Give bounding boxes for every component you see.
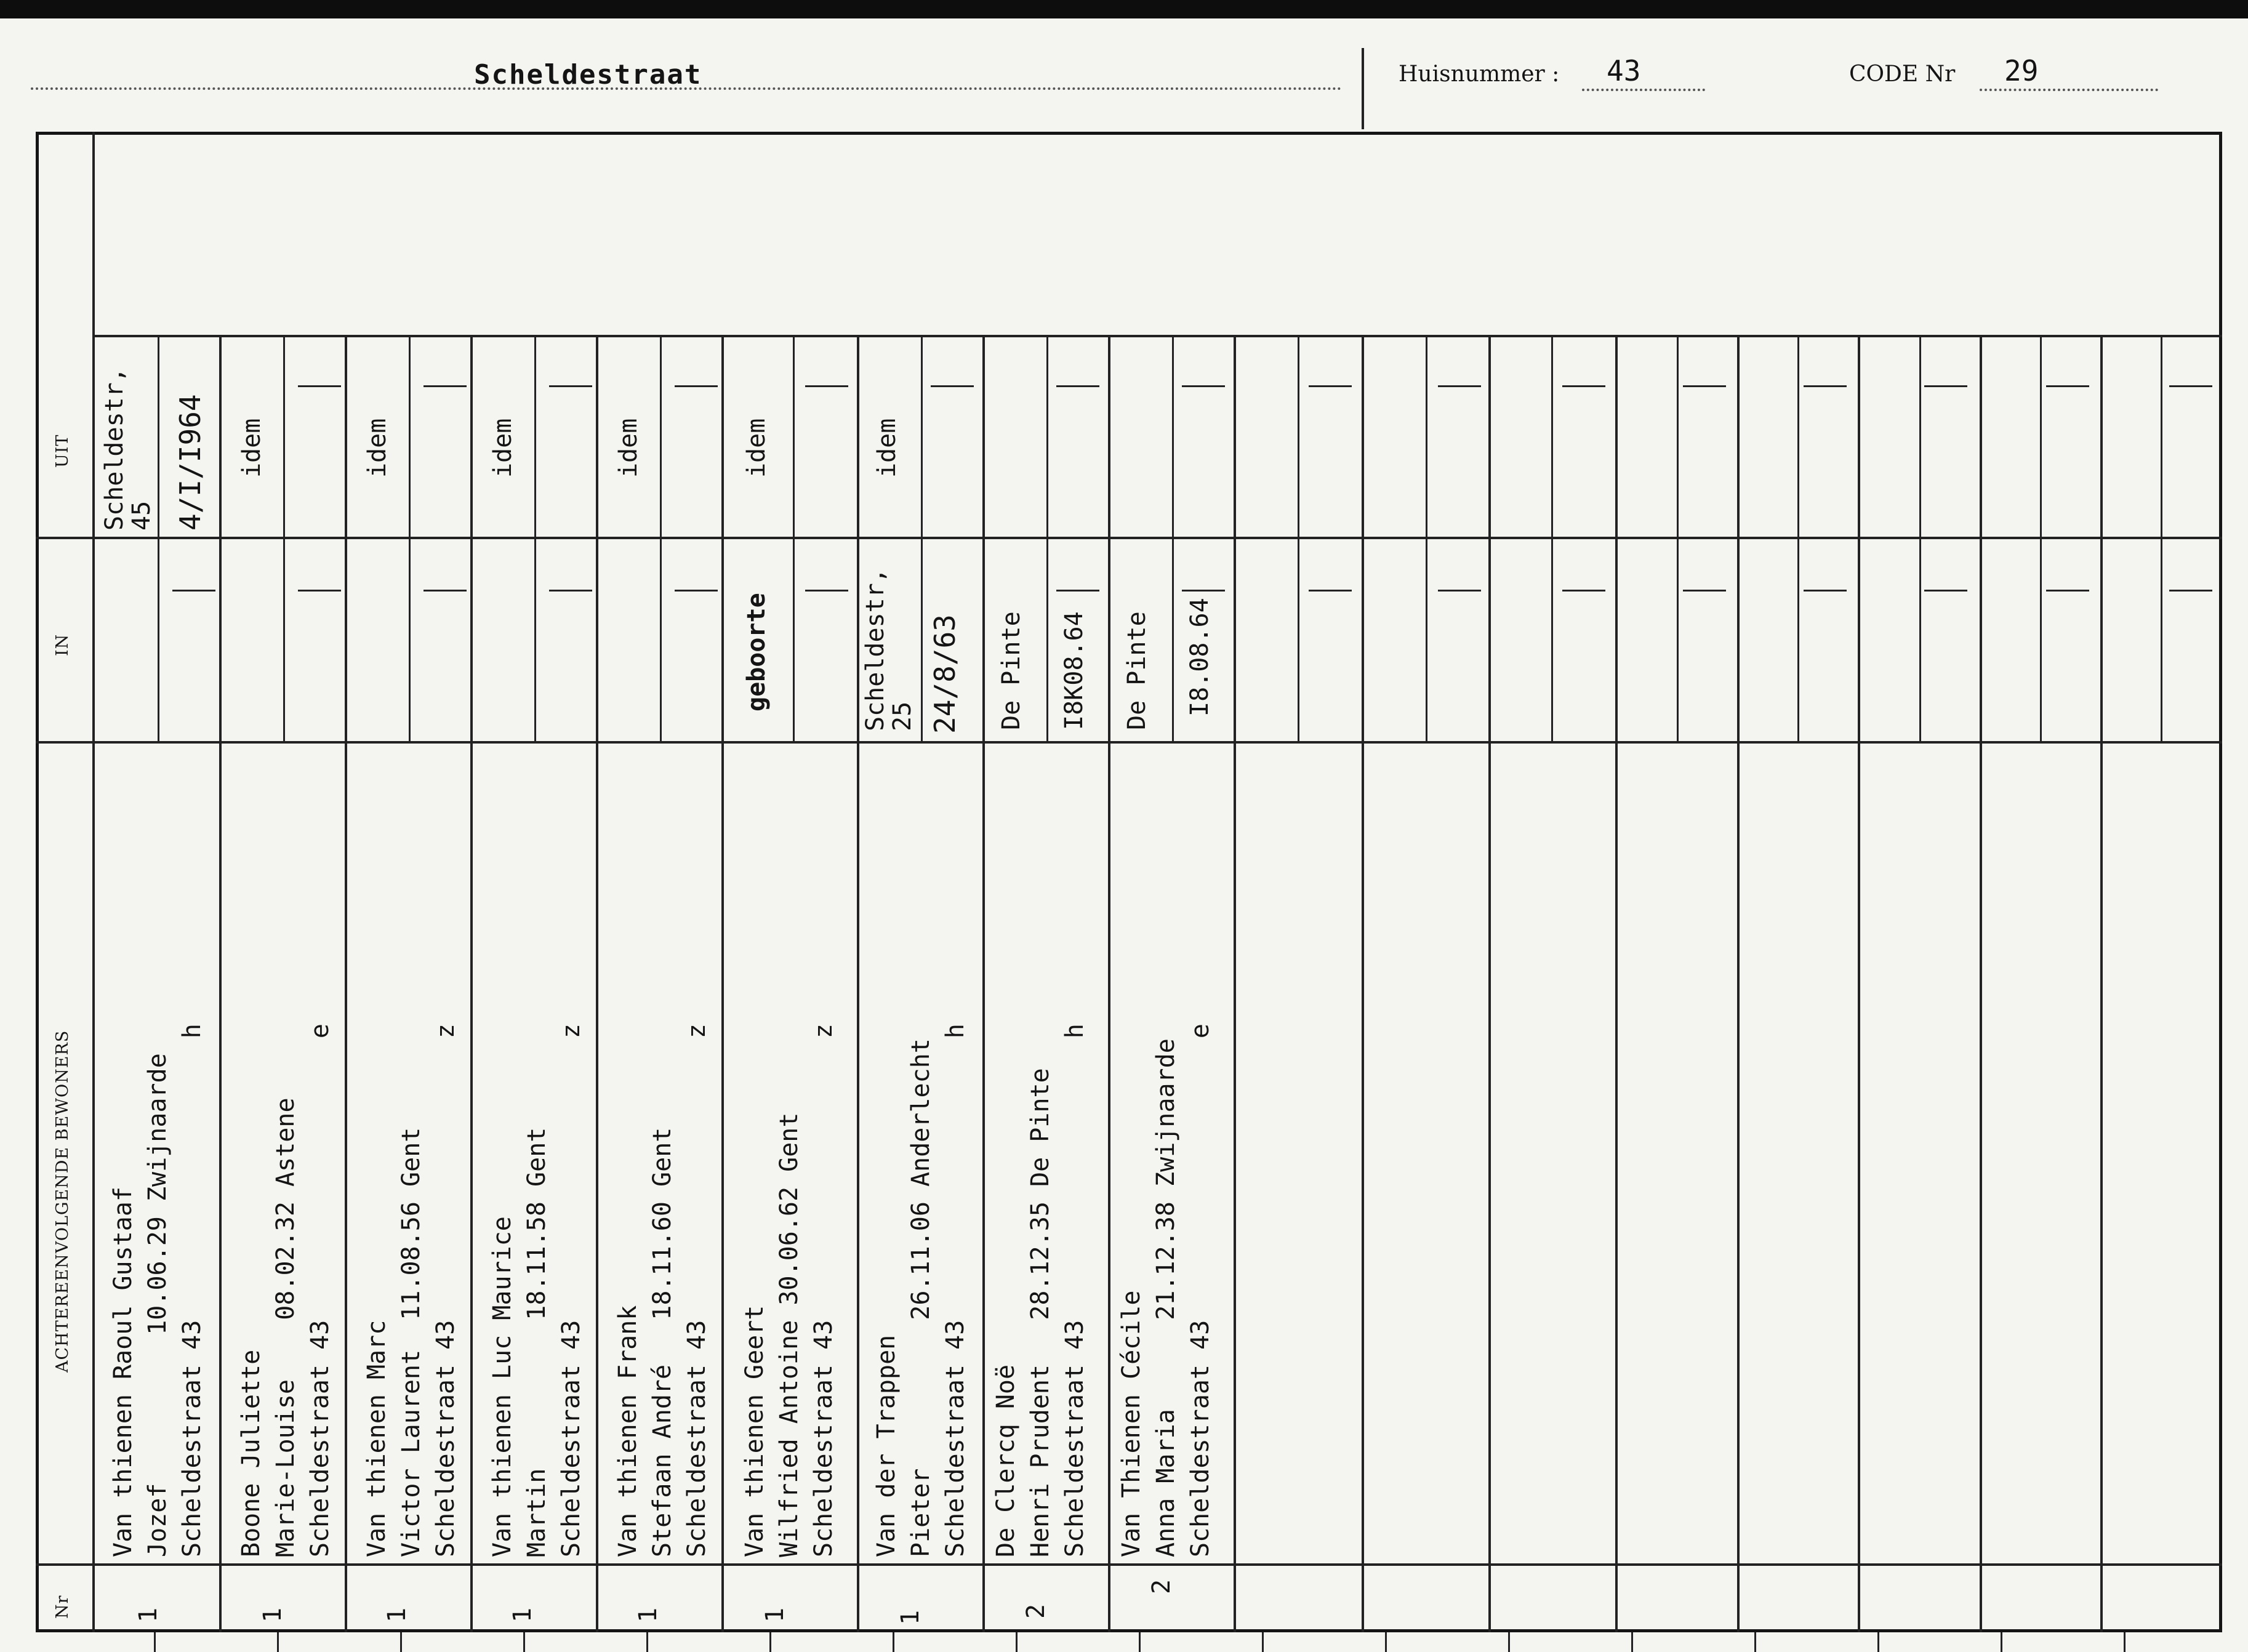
uit-place: idem	[238, 418, 266, 478]
dash-mark	[1438, 385, 1481, 387]
resident-line-name: Van thienen Raoul Gustaaf	[109, 1186, 137, 1557]
sub-column-divider	[1919, 337, 1921, 741]
tick-mark	[769, 1632, 771, 1652]
in-place: De Pinte	[997, 611, 1026, 730]
resident-nr: 1	[383, 1607, 411, 1622]
resident-entry	[611, 1024, 714, 1557]
in-place: De Pinte	[1123, 611, 1151, 730]
resident-line-address: Scheldestraat 43 z	[809, 1024, 838, 1557]
dash-mark	[1056, 590, 1099, 591]
dash-mark	[805, 590, 848, 591]
tick-mark	[893, 1632, 894, 1652]
resident-line-address: Scheldestraat 43 z	[557, 1024, 585, 1557]
dash-mark	[424, 590, 467, 591]
dash-mark	[805, 385, 848, 387]
resident-line-birth: Victor Laurent 11.08.56 Gent	[397, 1127, 425, 1557]
in-date: I8K08.64	[1060, 611, 1088, 730]
column-divider	[1858, 335, 1860, 1632]
resident-entry	[1114, 1024, 1218, 1557]
sub-column-divider	[1046, 337, 1048, 741]
code-dotted-line	[1980, 89, 2158, 91]
in-place: Scheldestr, 25	[861, 568, 917, 731]
resident-line-name: Van thienen Marc	[363, 1320, 391, 1557]
resident-line-birth: Jozef 10.06.29 Zwijnaarde	[143, 1053, 172, 1557]
column-divider	[470, 335, 473, 1632]
column-divider	[1108, 335, 1110, 1632]
resident-nr: 2	[1147, 1579, 1176, 1594]
uit-in-divider	[36, 537, 2222, 539]
code-value: 29	[2004, 54, 2039, 87]
in-place: geboorte	[742, 593, 771, 712]
resident-entry	[869, 1024, 973, 1557]
resident-entry	[989, 1024, 1092, 1557]
resident-line-birth: Henri Prudent 28.12.35 De Pinte	[1026, 1068, 1054, 1557]
sub-column-divider	[1172, 337, 1174, 741]
residents-nr-divider	[36, 1563, 2222, 1566]
resident-line-address: Scheldestraat 43 z	[683, 1024, 711, 1557]
tick-mark	[1877, 1632, 1879, 1652]
column-divider	[1737, 335, 1740, 1632]
column-divider	[345, 335, 347, 1632]
dash-mark	[298, 590, 341, 591]
tick-mark	[1385, 1632, 1387, 1652]
column-divider	[1362, 335, 1364, 1632]
resident-nr: 1	[134, 1607, 163, 1622]
tick-mark	[1262, 1632, 1264, 1652]
dash-mark	[172, 590, 215, 591]
dash-mark	[931, 385, 974, 387]
column-divider	[1615, 335, 1618, 1632]
resident-line-address: Scheldestraat 43 z	[432, 1024, 460, 1557]
dash-mark	[1309, 590, 1352, 591]
code-label: CODE Nr	[1849, 62, 1956, 87]
uit-place: idem	[873, 418, 901, 478]
resident-line-address: Scheldestraat 43 h	[941, 1024, 969, 1557]
uit-place: idem	[489, 418, 517, 478]
resident-entry	[106, 1024, 209, 1557]
resident-line-address: Scheldestraat 43 h	[1061, 1024, 1089, 1557]
uit-top-divider	[92, 335, 2222, 337]
tick-mark	[2001, 1632, 2002, 1652]
tick-mark	[1016, 1632, 1018, 1652]
top-scan-border	[0, 0, 2248, 18]
resident-line-address: Scheldestraat 43 h	[178, 1024, 206, 1557]
resident-nr: 1	[761, 1607, 789, 1622]
tick-mark	[2124, 1632, 2126, 1652]
dash-mark	[2169, 385, 2212, 387]
dash-mark	[2046, 590, 2089, 591]
resident-line-birth: Martin 18.11.58 Gent	[523, 1127, 551, 1557]
dash-mark	[1562, 385, 1605, 387]
dash-mark	[1683, 590, 1726, 591]
resident-nr: 1	[508, 1607, 537, 1622]
tick-mark	[523, 1632, 525, 1652]
sub-column-divider	[660, 337, 662, 741]
residents-label: ACHTEREENVOLGENDE BEWONERS	[53, 1030, 72, 1373]
resident-entry	[737, 1024, 841, 1557]
dash-mark	[2046, 385, 2089, 387]
uit-date: 4/I/I964	[174, 394, 207, 531]
resident-entry	[234, 1024, 337, 1557]
column-divider	[2100, 335, 2103, 1632]
dash-mark	[1804, 385, 1847, 387]
sub-column-divider	[2040, 337, 2042, 741]
column-divider	[1234, 335, 1236, 1632]
tick-mark	[1139, 1632, 1141, 1652]
resident-entry	[359, 1024, 463, 1557]
resident-nr: 2	[1022, 1603, 1050, 1619]
resident-nr: 1	[259, 1607, 287, 1622]
sub-column-divider	[534, 337, 536, 741]
tick-mark	[1508, 1632, 1510, 1652]
dash-mark	[1182, 590, 1225, 591]
sub-column-divider	[1677, 337, 1679, 741]
column-divider	[219, 335, 222, 1632]
tick-mark	[1754, 1632, 1756, 1652]
resident-line-name: Van thienen Frank	[614, 1305, 642, 1557]
dash-mark	[2169, 590, 2212, 591]
column-divider	[982, 335, 985, 1632]
tick-mark	[646, 1632, 648, 1652]
nr-label: Nr	[53, 1595, 72, 1619]
dash-mark	[424, 385, 467, 387]
sub-column-divider	[793, 337, 795, 741]
sub-column-divider	[1426, 337, 1427, 741]
sub-column-divider	[1797, 337, 1799, 741]
sub-column-divider	[1298, 337, 1299, 741]
tick-mark	[1631, 1632, 1633, 1652]
resident-line-name: Van thienen Luc Maurice	[488, 1216, 516, 1557]
uit-place: Scheldestr, 45	[100, 367, 156, 531]
sub-column-divider	[283, 337, 285, 741]
column-divider	[721, 335, 724, 1632]
resident-line-name: Van thienen Geert	[741, 1305, 769, 1557]
house-number-dotted-line	[1582, 89, 1705, 91]
column-divider	[1980, 335, 1982, 1632]
dash-mark	[1924, 590, 1967, 591]
resident-line-birth: Wilfried Antoine 30.06.62 Gent	[775, 1112, 803, 1557]
label-column-divider	[92, 132, 95, 1632]
uit-place: idem	[742, 418, 771, 478]
in-date: 24/8/63	[928, 614, 961, 734]
uit-label: UIT	[53, 434, 72, 468]
dash-mark	[549, 590, 592, 591]
tick-mark	[400, 1632, 402, 1652]
column-divider	[1488, 335, 1491, 1632]
dash-mark	[549, 385, 592, 387]
uit-place: idem	[363, 418, 391, 478]
column-divider	[857, 335, 859, 1632]
sub-column-divider	[158, 337, 159, 741]
resident-line-name: Boone Juliette	[237, 1349, 265, 1557]
dash-mark	[1804, 590, 1847, 591]
street-name: Scheldestraat	[474, 59, 702, 90]
resident-line-address: Scheldestraat 43 e	[1186, 1024, 1214, 1557]
uit-place: idem	[614, 418, 643, 478]
dash-mark	[675, 590, 718, 591]
dash-mark	[1056, 385, 1099, 387]
resident-line-birth: Anna Maria 21.12.38 Zwijnaarde	[1152, 1038, 1180, 1557]
resident-entry	[485, 1024, 588, 1557]
in-date: I8.08.64	[1186, 598, 1214, 716]
dash-mark	[1309, 385, 1352, 387]
resident-line-birth: Pieter 26.11.06 Anderlecht	[907, 1038, 935, 1557]
dash-mark	[1438, 590, 1481, 591]
resident-line-birth: Stefaan André 18.11.60 Gent	[648, 1127, 676, 1557]
header-divider	[1362, 48, 1364, 129]
dash-mark	[1182, 385, 1225, 387]
tick-mark	[154, 1632, 156, 1652]
in-residents-divider	[36, 741, 2222, 744]
dash-mark	[298, 385, 341, 387]
sub-column-divider	[1551, 337, 1553, 741]
column-divider	[596, 335, 598, 1632]
sub-column-divider	[921, 337, 923, 741]
resident-line-address: Scheldestraat 43 e	[306, 1024, 334, 1557]
house-number-value: 43	[1607, 54, 1641, 87]
dash-mark	[1683, 385, 1726, 387]
street-dotted-line	[31, 87, 1342, 90]
tick-mark	[277, 1632, 279, 1652]
resident-nr: 1	[896, 1610, 925, 1625]
dash-mark	[1562, 590, 1605, 591]
house-number-label: Huisnummer :	[1399, 62, 1560, 87]
dash-mark	[675, 385, 718, 387]
resident-line-name: Van der Trappen	[872, 1334, 901, 1557]
sub-column-divider	[2161, 337, 2162, 741]
sub-column-divider	[409, 337, 411, 741]
in-label: IN	[53, 633, 72, 656]
resident-line-birth: Marie-Louise 08.02.32 Astene	[271, 1097, 300, 1557]
resident-line-name: De Clercq Noë	[992, 1364, 1020, 1557]
resident-nr: 1	[634, 1607, 662, 1622]
resident-line-name: Van Thienen Cécile	[1117, 1290, 1146, 1557]
dash-mark	[1924, 385, 1967, 387]
